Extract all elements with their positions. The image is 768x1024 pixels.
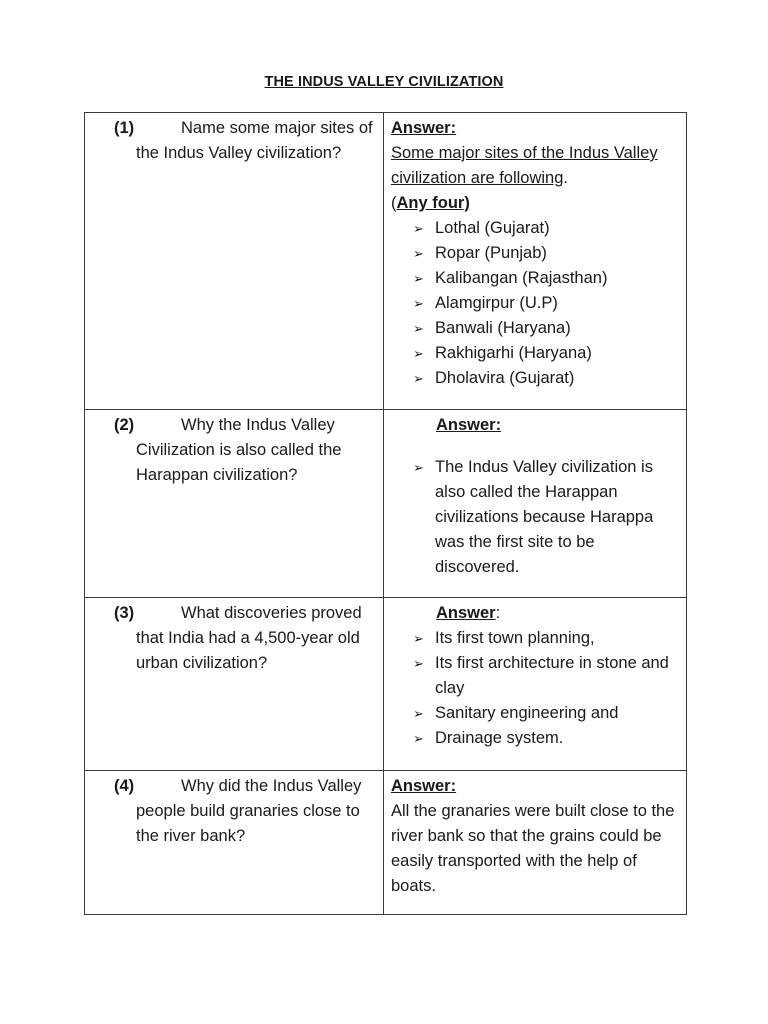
answer-label: Answer:: [391, 119, 457, 137]
answer-cell: [384, 410, 687, 598]
answer-heading: [436, 601, 678, 626]
answer-label: Answer: [436, 604, 496, 622]
table-row: [85, 113, 687, 410]
list-item: [413, 626, 678, 651]
list-item: [413, 266, 678, 291]
question-number: (1): [114, 119, 135, 137]
list-item-text: Ropar (Punjab): [435, 244, 547, 262]
question-number: (3): [114, 604, 135, 622]
list-item: [413, 341, 678, 366]
list-item: [413, 701, 678, 726]
table-row: [85, 771, 687, 915]
question-text: What discoveries proved that India had a 4,500-year old urban civilization?: [136, 604, 362, 672]
list-item: [413, 455, 678, 580]
table-row: [85, 410, 687, 598]
list-item-text: Rakhigarhi (Haryana): [435, 344, 592, 362]
question-number: (2): [114, 416, 135, 434]
table-row: [85, 598, 687, 771]
arrow-bullet-icon: ➢: [413, 631, 424, 646]
qa-table: [84, 112, 687, 915]
arrow-bullet-icon: ➢: [413, 321, 424, 336]
answer-note-text: Any four): [396, 194, 470, 212]
answer-note: [391, 191, 678, 216]
list-item: [413, 241, 678, 266]
list-item: [413, 291, 678, 316]
list-item: [413, 366, 678, 391]
arrow-bullet-icon: ➢: [413, 656, 424, 671]
page-title: THE INDUS VALLEY CIVILIZATION: [264, 74, 504, 90]
list-item-text: Drainage system.: [435, 729, 564, 747]
answer-label: Answer:: [391, 777, 457, 795]
answer-spacer: [436, 438, 678, 455]
question-text: Why did the Indus Valley people build granaries close to the river bank?: [136, 777, 362, 845]
answer-intro-text: Some major sites of the Indus Valley civilization are following: [391, 144, 658, 187]
arrow-bullet-icon: ➢: [413, 346, 424, 361]
answer-cell: [384, 113, 687, 410]
arrow-bullet-icon: ➢: [413, 271, 424, 286]
arrow-bullet-icon: ➢: [413, 706, 424, 721]
answer-colon: :: [495, 604, 501, 622]
question-cell: [85, 771, 384, 915]
arrow-bullet-icon: ➢: [413, 221, 424, 236]
list-item-text: Banwali (Haryana): [435, 319, 571, 337]
list-item-text: Lothal (Gujarat): [435, 219, 550, 237]
arrow-bullet-icon: ➢: [413, 460, 424, 475]
list-item-text: Sanitary engineering and: [435, 704, 619, 722]
list-item-text: Its first architecture in stone and clay: [435, 654, 669, 697]
arrow-bullet-icon: ➢: [413, 731, 424, 746]
answer-note-paren: (: [391, 194, 397, 212]
list-item: [413, 651, 678, 701]
list-item-text: Alamgirpur (U.P): [435, 294, 558, 312]
question-text: Name some major sites of the Indus Valley civilization?: [136, 119, 373, 162]
list-item: [413, 316, 678, 341]
answer-intro: [391, 141, 678, 191]
answer-intro-period: .: [563, 169, 569, 187]
question-cell: [85, 598, 384, 771]
arrow-bullet-icon: ➢: [413, 371, 424, 386]
list-item-text: Its first town planning,: [435, 629, 595, 647]
answer-text: All the granaries were built close to the river bank so that the grains could be easily transported with the help of boats.: [391, 802, 675, 895]
question-number: (4): [114, 777, 135, 795]
answer-label: Answer:: [436, 416, 502, 434]
list-item-text: The Indus Valley civilization is also called the Harappan civilizations because Harappa was the first site to be discovered.: [435, 458, 654, 576]
question-text: Why the Indus Valley Civilization is also called the Harappan civilization?: [136, 416, 342, 484]
arrow-bullet-icon: ➢: [413, 246, 424, 261]
list-item: [413, 726, 678, 751]
list-item-text: Kalibangan (Rajasthan): [435, 269, 608, 287]
list-item: [413, 216, 678, 241]
question-cell: [85, 113, 384, 410]
answer-cell: [384, 598, 687, 771]
answer-bullet-list: [391, 216, 678, 391]
answer-cell: [384, 771, 687, 915]
answer-bullet-list: [391, 626, 678, 751]
question-cell: [85, 410, 384, 598]
list-item-text: Dholavira (Gujarat): [435, 369, 575, 387]
answer-bullet-list: [391, 455, 678, 580]
arrow-bullet-icon: ➢: [413, 296, 424, 311]
